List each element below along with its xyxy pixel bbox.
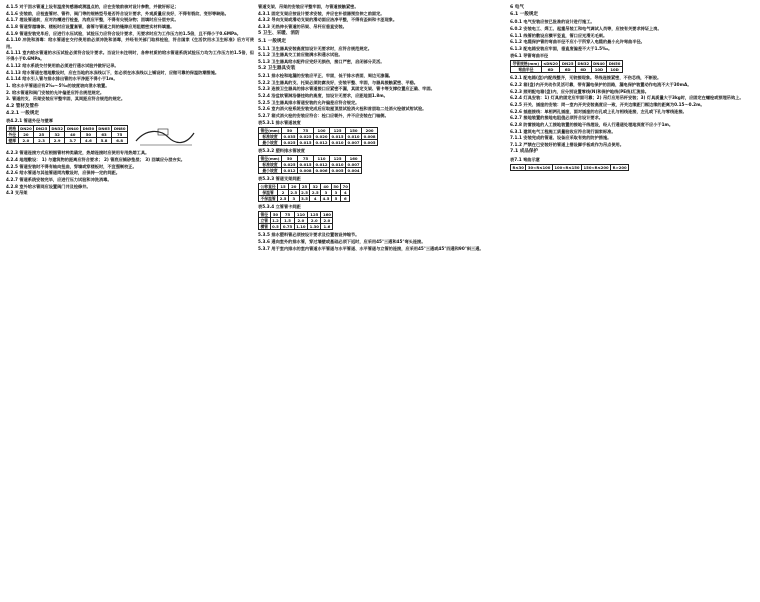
paragraph: 5.3.5 排水塑料管必须按设计要求及位置装设伸缩节。: [258, 232, 360, 238]
paragraph: 4.3.2 导向支架或滑动支架的滑动面应洁净平整，不得有歪斜和卡涩现象。: [258, 17, 398, 23]
table-cell: 0.015: [331, 134, 344, 140]
table-cell: 3.5: [301, 196, 308, 202]
table-header-cell: 导管规格(mm): [512, 61, 540, 67]
table-cell: 标准坡度: [259, 162, 282, 168]
table-cell: 最小坡度: [259, 168, 282, 174]
table-cell: 0.025: [299, 134, 312, 140]
data-table: [258, 155, 362, 174]
table-header-cell: 公称直径: [260, 184, 276, 190]
table-header-cell: 160: [322, 212, 331, 218]
paragraph: 4.2.3 管道连接方式应根据管材种类确定，热熔连接时应使用专用热熔工具。: [6, 150, 150, 156]
table-header-cell: DN25: [561, 61, 574, 67]
paragraph: 4.1.14 给水引入管与排水排出管的水平净距不得小于1m。: [6, 76, 118, 82]
table-header-cell: 75: [298, 156, 314, 162]
table-cell: 5.8: [96, 138, 112, 144]
table-cell: 4.6: [81, 138, 97, 144]
paragraph: 5.2.2 卫生器具的支、托架必须防腐良好，安装平整、牢固，与器具接触紧密、平稳。: [258, 79, 418, 85]
table-header-cell: DN40: [66, 126, 79, 132]
table-header-cell: DN50: [82, 126, 95, 132]
table-cell: 3: [331, 190, 340, 196]
table-cell: 横管: [260, 224, 269, 230]
table-cell: 63: [96, 132, 112, 138]
table-caption: 表5.3.4 立管管卡间距: [258, 204, 301, 210]
table-header-cell: 15: [278, 184, 289, 190]
table-header-cell: 40: [321, 184, 332, 190]
table-header-cell: DN32: [577, 61, 590, 67]
table-header-cell: DN65: [98, 126, 110, 132]
left-column-tail: [6, 150, 254, 196]
table-cell: 50: [81, 132, 97, 138]
table-header-row: [511, 164, 629, 170]
paragraph: 6.1.2 电缆保护管的弯曲半径不应小于所穿入电缆的最小允许弯曲半径。: [510, 39, 645, 45]
section-heading: 4.2 管材及管件: [6, 103, 39, 109]
table-cell: 2.0: [308, 218, 321, 224]
table-header-cell: 32: [310, 184, 321, 190]
table-cell: 2.5: [290, 190, 298, 196]
table-cell: 2.5: [311, 190, 319, 196]
paragraph: 6.2.7 接地装置的接地电阻值必须符合设计要求。: [510, 115, 603, 121]
table-cell: 1.5: [281, 218, 294, 224]
table-cell: 立管: [260, 218, 269, 224]
table-header-cell: ≤DN20: [543, 61, 558, 67]
left-column: [6, 4, 254, 600]
table-header-cell: 25: [299, 184, 310, 190]
table-header-cell: 管径: [260, 212, 269, 218]
table-header-cell: DN25: [35, 126, 48, 132]
paragraph: 6.2.1 配电箱(盘)内配线整齐，无铰接现象。导线连接紧密，不伤芯线，不断股。: [510, 75, 662, 81]
paragraph: 4.1.10 冲洗和消毒：给水管道在交付使用前必须冲洗和消毒，并经有关部门取样检验，符合国家《生活饮用水卫生标准》后方可使用。: [6, 37, 254, 49]
paragraph: 4.2.6 给水管道与其他管道同沟敷设时，应保持一定的间距。: [6, 170, 120, 176]
paragraph: 3. 管道的支、吊架安装应平整牢固，其间距应符合规范的规定。: [6, 96, 126, 102]
middle-column: [258, 4, 506, 600]
paragraph: 5.1.3 卫生器具给水配件应完好无损伤，接口严密，启闭部分灵活。: [258, 58, 385, 64]
table-header-cell: 75: [298, 128, 314, 134]
paragraph: 5.2.3 连接卫生器具的排水管道接口应紧密不漏，其固定支架、管卡等支撑位置应正确、牢固。: [258, 86, 435, 92]
right-column: [510, 4, 758, 600]
table-cell: 3: [321, 190, 332, 196]
table-cell: 3: [288, 196, 299, 202]
table-cell: 外径: [8, 132, 17, 138]
table-cell: 32: [49, 132, 65, 138]
table-cell: 0.015: [299, 162, 312, 168]
table-row: [7, 138, 128, 144]
paragraph: 6.2.2 箱(盘)内开关动作灵活可靠，带有漏电保护的回路，漏电保护装置动作电流不大于30mA。: [510, 81, 692, 87]
table-row: [259, 190, 350, 196]
table-cell: 0.015: [299, 140, 312, 146]
paragraph: 6.3.1 建筑电气工程施工质量验收应符合现行国家标准。: [510, 128, 616, 134]
table-cell: 40: [65, 132, 81, 138]
table-header-cell: 管径(mm): [260, 128, 280, 134]
left-column-paragraphs: [6, 4, 254, 103]
bend-radius-table: [510, 60, 623, 73]
table-cell: 0.007: [347, 140, 360, 146]
middle-column-body-continued: [258, 73, 506, 119]
table-cell: 1.2: [272, 218, 279, 224]
table-caption: 表4.2.1 管道外径与壁厚: [6, 118, 53, 124]
table-cell: 0.006: [315, 168, 328, 174]
table-header-cell: 20: [288, 184, 299, 190]
data-table: [258, 211, 333, 230]
paragraph: 4.2.4 地埋敷设： 1) 与建筑物的距离应符合要求； 2) 管底应铺砂垫层； 3) 回填应分层夯实。: [6, 157, 185, 163]
table-cell: 0.75: [282, 224, 293, 230]
table-cell: 20: [18, 132, 34, 138]
table-cell: 0.004: [347, 168, 360, 174]
table-cell: 0.005: [363, 140, 376, 146]
paragraph: 5.2.7 箱式消火栓的安装应符合：栓口应朝外，并不应安装在门轴侧。: [258, 113, 389, 119]
table-cell: 2.0: [321, 218, 333, 224]
section-heading: 5.2 卫生器具安装: [258, 66, 296, 72]
table-header-row: [7, 126, 128, 132]
table-header-cell: 30<R≤100: [527, 164, 551, 170]
table-header-cell: R>200: [612, 164, 627, 170]
table-cell: 0.035: [283, 134, 296, 140]
paragraph: 5.3.6 通向室外的排水管，穿过墙壁或基础必须下返时，应采用45°三通和45°弯头连接。: [258, 238, 426, 244]
table-header-cell: 160: [346, 156, 362, 162]
paragraph: 1. 给水水平管道应有2‰～5‰的坡度坡向泄水装置。: [6, 83, 110, 89]
paragraph: 4.3 支吊架: [6, 190, 28, 196]
paragraph: 5.1.2 卫生器具交工前应做满水和通水试验。: [258, 52, 343, 58]
table-cell: 0.5: [272, 224, 279, 230]
middle-column-body: [258, 46, 506, 65]
table-header-row: [259, 184, 350, 190]
table-cell: 2.5: [301, 190, 308, 196]
table-header-cell: 50: [281, 156, 297, 162]
table-row: [259, 224, 333, 230]
table-cell: 弯曲半径: [511, 67, 542, 73]
table-cell: 0.008: [363, 134, 376, 140]
table-header-cell: 管径(mm): [260, 156, 280, 162]
paragraph: 4.3.1 固定支架应按设计要求安装，并应在补偿器预拉伸之前固定。: [258, 10, 385, 16]
table-cell: 10D: [591, 67, 607, 73]
table-cell: 0.025: [283, 162, 296, 168]
paragraph: 4.1.8 管道穿越墙体、楼板时应设置套管，套管与管道之间的缝隙应用阻燃密实材料填塞。: [6, 24, 175, 30]
table-cell: 5: [331, 196, 340, 202]
paragraph: 6.2.6 插座接线：单相两孔插座，面对插座的右孔或上孔与相线连接，左孔或下孔与零线连接。: [510, 108, 687, 114]
paragraph: 4.2.8 室外给水管网应设置阀门井及检修井。: [6, 183, 91, 189]
data-table: [258, 183, 350, 202]
paragraph: 4.1.9 管道安装完毕后，应进行水压试验，试验压力应符合设计要求，无要求时应为工作压力的1.5倍，且不得小于0.6MPa。: [6, 30, 241, 36]
table-header-cell: DN80: [113, 126, 126, 132]
paragraph: 管道支架、吊架的安装应平整牢固，与管道接触紧密。: [258, 4, 359, 9]
table-caption: 表7.1 弯曲示意: [510, 156, 540, 162]
table-header-cell: 50: [270, 212, 281, 218]
table-header-cell: 125: [308, 212, 321, 218]
table-header-cell: 150: [346, 128, 362, 134]
right-column-body: [510, 75, 758, 148]
table-header-cell: 110: [314, 156, 330, 162]
table-cell: 1.6: [321, 224, 333, 230]
table-cell: 4: [341, 190, 350, 196]
table-cell: 0.005: [331, 168, 344, 174]
middle-column-tail: [258, 232, 506, 251]
paragraph: 5.2.4 浴盆软管淋浴器挂钩的高度，如设计无要求，应距地面1.8m。: [258, 93, 388, 99]
table-header-cell: 70: [342, 184, 348, 190]
middle-column-paragraphs: [258, 4, 506, 30]
table-cell: 标准坡度: [259, 134, 282, 140]
table-cell: 1.30: [309, 224, 319, 230]
bend-illustration-table: [510, 164, 629, 171]
table-row: [259, 140, 378, 146]
paragraph: 6.2.3 照明配电箱(盘)内，应分别设置零线(N)和保护地线(PE线)汇流排。: [510, 88, 649, 94]
table-header-cell: DN40: [593, 61, 605, 67]
table-cell: 2.5: [279, 196, 287, 202]
table-cell: 不保温管: [260, 196, 276, 202]
table-cell: 0.012: [315, 162, 328, 168]
table-cell: 2.0: [294, 218, 307, 224]
table-cell: 6D: [541, 67, 560, 73]
pipe-sketch-image: [134, 125, 196, 149]
paragraph: 4.1.13 给水管道在埋地敷设时，应在当地的冰冻线以下，如必须在冰冻线以上铺设时，应做可靠的保温防潮措施。: [6, 69, 220, 75]
section-heading: 6.1 一般规定: [510, 12, 539, 18]
table-cell: 6: [341, 196, 350, 202]
table-cell: 0.012: [315, 140, 328, 146]
paragraph: 6.0.1 电气安装应按已批准的设计进行施工。: [510, 19, 595, 25]
paragraph: 4.1.5 对于回水管道上设有温度传感器或测温点的，应在安装前核对设计参数，并做好标记；: [6, 4, 179, 9]
table-cell: 6D: [560, 67, 576, 73]
paragraph: 5.3.7 用于室内排水的室内管道水平管道与水平管道、水平管道与立管的连接，应采用45°三通或45°四通和90°斜三通。: [258, 245, 484, 251]
table-header-cell: R≤30: [512, 164, 524, 170]
paragraph: 5.2.6 室内消火栓系统安装完成后应取屋顶层试验消火栓和首层取二处消火栓做试射试验。: [258, 106, 427, 112]
table-cell: 最小坡度: [259, 140, 282, 146]
data-table: [258, 127, 378, 146]
table-cell: 2.3: [34, 138, 50, 144]
table-row: [511, 67, 623, 73]
table-cell: 2.9: [49, 138, 65, 144]
table-header-cell: 50: [281, 128, 297, 134]
table-cell: 0.010: [331, 140, 344, 146]
table-cell: 0.025: [283, 140, 296, 146]
paragraph: 4.1.6 安装前，应检查管材、管件、阀门等的规格型号是否符合设计要求，外观质量应良好，不得有裂纹、变形等缺陷。: [6, 10, 229, 16]
chapter-heading: 5 卫生、采暖、消防: [258, 31, 300, 37]
paragraph: 5.2.5 卫生器具排水管道安装的允许偏差应符合规定。: [258, 99, 360, 105]
paragraph: 4.2.7 管道系统安装完毕，应进行压力试验和冲洗消毒。: [6, 177, 112, 183]
table-cell: 0.010: [347, 134, 360, 140]
paragraph: 4.3.3 无热伸长管道的吊架、吊杆应垂直安装。: [258, 24, 347, 30]
table-cell: 1.10: [296, 224, 306, 230]
table-cell: 2: [278, 190, 289, 196]
table-header-cell: 100<R≤150: [554, 164, 580, 170]
paragraph: 6.1.3 配电箱安装应牢固，垂直度偏差不大于1.5‰。: [510, 46, 613, 52]
table-cell: 2.0: [18, 138, 34, 144]
section-heading: 7.1 成品保护: [510, 149, 539, 155]
table-cell: 75: [112, 132, 128, 138]
table-header-cell: 50: [333, 184, 339, 190]
table-header-cell: DN32: [51, 126, 63, 132]
section-heading: 5.1 一般规定: [258, 38, 287, 44]
paragraph: 7.1.2 严禁在已安装好的管道上搭设脚手板或作为吊点使用。: [510, 142, 624, 148]
table-cell: 保温管: [259, 190, 278, 196]
paragraph: 6.0.2 安装电工、焊工、起重吊装工和电气调试人员等，应按有关要求持证上岗。: [510, 26, 662, 32]
middle-column-tables: [258, 120, 506, 230]
paragraph: 4.2.5 管道安装时不得有轴向扭曲，穿墙或穿楼板时，不宜强制校正。: [6, 163, 137, 169]
paragraph: 4.1.7 埋设管道前，应对沟槽进行检查，沟底应平整，不得有尖锐杂物；回填时应分层夯实。: [6, 17, 179, 23]
table-cell: 0.012: [283, 168, 296, 174]
table-header-cell: 规格: [8, 126, 17, 132]
table-cell: 4: [310, 196, 321, 202]
table-header-cell: 125: [330, 128, 346, 134]
subsection-heading: 4.2.1 一般规定: [6, 110, 40, 116]
paragraph: 6.2.5 开关、插座的安装：同一室内开关安装高度应一致，开关边缘距门框边缘的距离为0.15～0.2m。: [510, 102, 705, 107]
paragraph: 5.1.1 卫生器具安装高度如设计无要求时，应符合规范规定。: [258, 45, 372, 51]
table-caption: 表5.3.2 塑料排水管坡度: [258, 148, 305, 154]
table-header-cell: 110: [294, 212, 307, 218]
paragraph: 4.1.12 给水系统交付使用前必须进行通水试验并做好记录。: [6, 63, 119, 68]
paragraph: 7.1.1 安装完成的管道、设备应采取有效的防护措施。: [510, 135, 612, 141]
table-cell: 4.5: [322, 196, 330, 202]
table-header-cell: DN50: [608, 61, 621, 67]
table-header-cell: 200: [362, 128, 378, 134]
chapter-heading: 6 电气: [510, 5, 524, 10]
table-row: [259, 134, 378, 140]
paragraph: 2. 给水管道和阀门安装的允许偏差应符合规范规定。: [6, 89, 105, 95]
table-cell: 0.020: [315, 134, 328, 140]
table-header-cell: 150<R≤200: [583, 164, 609, 170]
table-cell: 3.7: [65, 138, 81, 144]
table-caption: 表5.3.1 排水管道坡度: [258, 120, 301, 126]
paragraph: 6.1.1 线管的敷设应横平竖直，管口应光滑无毛刺。: [510, 32, 608, 38]
table-row: [259, 168, 362, 174]
table-header-cell: 100: [314, 128, 330, 134]
table-cell: 壁厚: [8, 138, 17, 144]
table-header-cell: 75: [281, 212, 294, 218]
table-caption: 表5.3.3 管道支架间距: [258, 176, 301, 182]
paragraph: 6.2.4 灯具安装：1) 灯具的固定应牢固可靠；2) 吊灯应用吊杆安装；3) 灯具质量大于3kg时，应固定在螺栓或预埋吊钩上。: [510, 95, 744, 101]
pipe-size-table: [6, 125, 128, 144]
right-column-paragraphs: [510, 19, 758, 52]
table-cell: 0.007: [347, 162, 360, 168]
table-cell: 0.010: [331, 162, 344, 168]
table-cell: 6D: [576, 67, 592, 73]
table-header-cell: DN20: [20, 126, 32, 132]
table-row: [259, 196, 350, 202]
paragraph: 6.2.8 防雷接地的人工接地装置的接地干线埋设，经人行通道处埋地深度不应小于1m。: [510, 122, 674, 128]
table-cell: 25: [34, 132, 50, 138]
table-caption: 表6.1 导管弯曲半径: [510, 53, 549, 59]
table-cell: 10D: [607, 67, 623, 73]
paragraph: 4.1.11 室内给水管道的水压试验必须符合设计要求。当设计未注明时，各种材质的给水管道系统试验压力均为工作压力的1.5倍，但不得小于0.6MPa。: [6, 50, 254, 62]
table-header-cell: 125: [330, 156, 346, 162]
paragraph: 5.2.1 排水栓和地漏的安装应平正、牢固，低于排水表面，周边无渗漏。: [258, 73, 393, 79]
table-cell: 0.008: [299, 168, 312, 174]
table-cell: 6.8: [112, 138, 128, 144]
